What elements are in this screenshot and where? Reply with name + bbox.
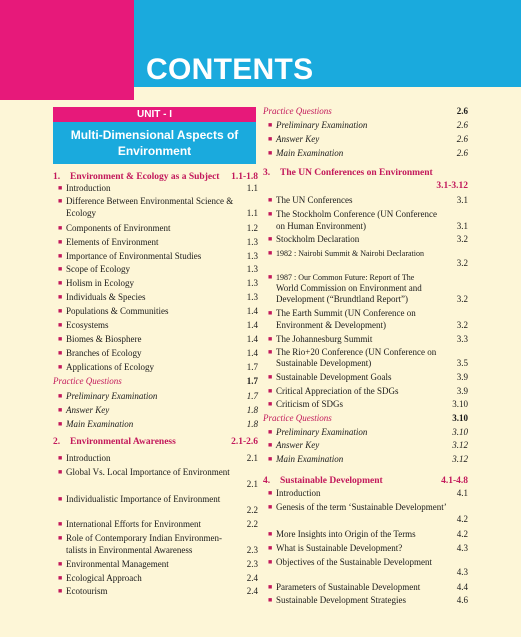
page-number: 3.9 (456, 372, 468, 382)
entry-text: The Rio+20 Conference (UN Conference on (276, 347, 437, 357)
chapter-number: 4. (263, 476, 271, 486)
toc-entry (53, 348, 258, 359)
bullet-icon: ■ (268, 503, 273, 511)
bullet-icon: ■ (268, 596, 273, 604)
bullet-icon: ■ (268, 441, 273, 449)
toc-entry (263, 134, 468, 145)
toc-entry (53, 264, 258, 275)
toc-entry (263, 209, 468, 220)
toc-entry (53, 467, 258, 478)
page-number: 3.9 (456, 386, 468, 396)
bullet-icon: ■ (58, 392, 63, 400)
bullet-icon: ■ (58, 468, 63, 476)
entry-text: talists in Environmental Awareness (66, 545, 193, 555)
page-number: 1.3 (246, 264, 258, 274)
bullet-icon: ■ (58, 454, 63, 462)
entry-text: International Efforts for Environment (66, 519, 202, 529)
bullet-icon: ■ (58, 224, 63, 232)
bullet-icon: ■ (58, 293, 63, 301)
bullet-icon: ■ (268, 387, 273, 395)
toc-entry (263, 529, 468, 540)
toc-entry (263, 372, 468, 383)
page-number: 4.3 (456, 543, 468, 553)
page-number: 2.1-2.6 (231, 437, 258, 447)
page-number: 4.1-4.8 (441, 476, 468, 486)
entry-text: Ecotourism (66, 586, 108, 596)
entry-text: Genesis of the term ‘Sustainable Development’ (276, 502, 447, 512)
entry-text: Main Examination (276, 148, 344, 158)
page-title: CONTENTS (146, 53, 314, 86)
entry-text: Answer Key (66, 405, 110, 415)
bullet-icon: ■ (58, 321, 63, 329)
bullet-icon: ■ (268, 135, 273, 143)
toc-entry (53, 419, 258, 430)
bullet-icon: ■ (268, 196, 273, 204)
toc-entry (263, 582, 468, 593)
practice-questions-label: Practice Questions (263, 106, 332, 116)
entry-text: Introduction (66, 183, 111, 193)
page-number: 2.4 (246, 586, 258, 596)
entry-text: Importance of Environmental Studies (66, 251, 202, 261)
bullet-icon: ■ (58, 363, 63, 371)
entry-text: Role of Contemporary Indian Environmen- (66, 533, 222, 543)
bullet-icon: ■ (268, 489, 273, 497)
entry-text: World Commission on Environment and (276, 283, 422, 293)
entry-text: Environmental Management (66, 559, 169, 569)
bullet-icon: ■ (268, 273, 273, 281)
entry-text: Answer Key (276, 134, 320, 144)
toc-entry (263, 120, 468, 131)
entry-text: The Johannesburg Summit (276, 334, 373, 344)
bullet-icon: ■ (58, 197, 63, 205)
unit-title-line2: Environment (117, 144, 192, 158)
entry-text: Critical Appreciation of the SDGs (276, 386, 399, 396)
bullet-icon: ■ (268, 558, 273, 566)
page-number: 3.1-3.12 (436, 181, 468, 191)
toc-entry (53, 519, 258, 530)
toc-practice-questions (263, 413, 468, 424)
page-number: 3.12 (452, 454, 468, 464)
toc-entry (53, 559, 258, 570)
toc-entry (53, 237, 258, 248)
page-number: 2.2 (246, 505, 258, 515)
page-number: 1.3 (246, 292, 258, 302)
toc-entry-continued (263, 258, 468, 269)
toc-entry-continued (53, 505, 258, 516)
toc-entry (53, 573, 258, 584)
page-number: 2.6 (456, 134, 468, 144)
bullet-icon: ■ (58, 307, 63, 315)
bullet-icon: ■ (268, 400, 273, 408)
entry-text: 1987 : Our Common Future: Report of The (276, 273, 415, 282)
toc-entry (53, 306, 258, 317)
entry-text: Ecology (66, 208, 96, 218)
entry-text: Answer Key (276, 440, 320, 450)
toc-entry (53, 251, 258, 262)
entry-text: The Stockholm Conference (UN Conference (276, 209, 437, 219)
entry-text: Scope of Ecology (66, 264, 130, 274)
unit-title-line1: Multi-Dimensional Aspects of (70, 128, 239, 142)
toc-entry (53, 453, 258, 464)
toc-entry (263, 399, 468, 410)
practice-questions-label: Practice Questions (263, 413, 332, 423)
chapter-number: 2. (53, 437, 61, 447)
page-number: 2.1 (246, 453, 258, 463)
page-number: 1.4 (246, 348, 258, 358)
unit-label: UNIT - I (53, 107, 256, 122)
entry-text: Preliminary Examination (276, 120, 368, 130)
page-number: 2.1 (246, 479, 258, 489)
header-magenta-block (0, 0, 134, 100)
entry-text: What is Sustainable Development? (276, 543, 403, 553)
toc-entry (53, 391, 258, 402)
toc-chapter-heading (263, 168, 468, 179)
page-number: 2.4 (246, 573, 258, 583)
toc-entry-continued (53, 208, 258, 219)
page-number: 3.2 (456, 234, 468, 244)
entry-text: Difference Between Environmental Science & (66, 196, 234, 206)
bullet-icon: ■ (268, 235, 273, 243)
bullet-icon: ■ (58, 184, 63, 192)
toc-chapter-heading (263, 476, 468, 487)
entry-text: Global Vs. Local Importance of Environment (66, 467, 230, 477)
page-number: 4.4 (456, 582, 468, 592)
page-number: 2.3 (246, 559, 258, 569)
entry-text: Sustainable Development) (276, 358, 372, 368)
page-number: 3.12 (452, 440, 468, 450)
page-number: 2.2 (246, 519, 258, 529)
entry-text: Parameters of Sustainable Development (276, 582, 421, 592)
toc-chapter-heading (53, 437, 258, 448)
entry-text: Biomes & Biosphere (66, 334, 142, 344)
page-number: 3.3 (456, 334, 468, 344)
entry-text: 1982 : Nairobi Summit & Nairobi Declaration (276, 249, 424, 258)
entry-text: Main Examination (276, 454, 344, 464)
toc-entry-continued (53, 479, 258, 490)
toc-chapter-heading (53, 172, 258, 183)
toc-entry (263, 148, 468, 159)
page-number: 3.1 (456, 195, 468, 205)
bullet-icon: ■ (58, 574, 63, 582)
bullet-icon: ■ (268, 121, 273, 129)
toc-entry (53, 533, 258, 544)
entry-text: Components of Environment (66, 223, 171, 233)
bullet-icon: ■ (268, 530, 273, 538)
page-number: 1.2 (246, 223, 258, 233)
toc-entry (263, 454, 468, 465)
page-number: 4.2 (456, 529, 468, 539)
entry-text: Holism in Ecology (66, 278, 134, 288)
page-number: 4.2 (456, 514, 468, 524)
bullet-icon: ■ (268, 335, 273, 343)
toc-entry-continued (263, 514, 468, 525)
toc-entry (263, 334, 468, 345)
toc-entry (53, 292, 258, 303)
chapter-title: Environmental Awareness (70, 437, 176, 447)
entry-text: Applications of Ecology (66, 362, 154, 372)
entry-text: Individuals & Species (66, 292, 146, 302)
bullet-icon: ■ (268, 210, 273, 218)
toc-entry (53, 494, 258, 505)
bullet-icon: ■ (58, 265, 63, 273)
toc-entry (53, 223, 258, 234)
toc-entry-continued (263, 358, 468, 369)
page-number: 1.8 (246, 405, 258, 415)
entry-text: Individualistic Importance of Environment (66, 494, 221, 504)
toc-entry (263, 502, 468, 513)
bullet-icon: ■ (268, 149, 273, 157)
page-number: 3.10 (452, 399, 468, 409)
toc-entry (53, 362, 258, 373)
page-number: 3.2 (456, 294, 468, 304)
entry-text: Main Examination (66, 419, 134, 429)
toc-entry-continued (263, 567, 468, 578)
toc-entry-continued (263, 294, 468, 305)
bullet-icon: ■ (58, 560, 63, 568)
toc-entry-continued (263, 221, 468, 232)
toc-entry (263, 488, 468, 499)
chapter-title: Environment & Ecology as a Subject (70, 172, 220, 182)
entry-text: More Insights into Origin of the Terms (276, 529, 416, 539)
entry-text: Environment & Development) (276, 320, 386, 330)
toc-chapter-heading (263, 181, 468, 192)
toc-entry (263, 440, 468, 451)
bullet-icon: ■ (268, 373, 273, 381)
toc-entry-continued (263, 283, 468, 294)
entry-text: Ecosystems (66, 320, 109, 330)
bullet-icon: ■ (58, 279, 63, 287)
entry-text: Elements of Environment (66, 237, 159, 247)
chapter-number: 3. (263, 168, 271, 178)
page-number: 2.6 (456, 106, 468, 116)
entry-text: Populations & Communities (66, 306, 169, 316)
bullet-icon: ■ (58, 495, 63, 503)
page-number: 4.6 (456, 595, 468, 605)
unit-title-box (53, 122, 256, 164)
page-number: 1.1 (246, 208, 258, 218)
bullet-icon: ■ (58, 534, 63, 542)
toc-entry (53, 334, 258, 345)
bullet-icon: ■ (268, 583, 273, 591)
toc-entry (53, 278, 258, 289)
page-number: 1.4 (246, 306, 258, 316)
page-number: 4.3 (456, 567, 468, 577)
page-number: 4.1 (456, 488, 468, 498)
page-number: 1.3 (246, 237, 258, 247)
bullet-icon: ■ (58, 406, 63, 414)
page-number: 1.7 (246, 391, 258, 401)
entry-text: Preliminary Examination (276, 427, 368, 437)
page-number: 1.1 (246, 183, 258, 193)
toc-entry (263, 427, 468, 438)
bullet-icon: ■ (58, 349, 63, 357)
practice-questions-label: Practice Questions (53, 376, 122, 386)
entry-text: on Human Environment) (276, 221, 366, 231)
toc-entry (53, 586, 258, 597)
page-number: 1.7 (246, 362, 258, 372)
toc-entry-continued (53, 545, 258, 556)
entry-text: The UN Conferences (276, 195, 353, 205)
bullet-icon: ■ (58, 238, 63, 246)
page-number: 1.4 (246, 334, 258, 344)
toc-entry (263, 308, 468, 319)
page-number: 3.2 (456, 320, 468, 330)
page-number: 2.6 (456, 120, 468, 130)
entry-text: The Earth Summit (UN Conference on (276, 308, 416, 318)
toc-entry (263, 386, 468, 397)
toc-entry (263, 195, 468, 206)
toc-entry (263, 272, 468, 283)
bullet-icon: ■ (58, 520, 63, 528)
page-number: 3.1 (456, 221, 468, 231)
page-number: 3.10 (452, 413, 468, 423)
toc-entry (53, 183, 258, 194)
bullet-icon: ■ (268, 309, 273, 317)
chapter-number: 1. (53, 172, 61, 182)
page-number: 2.3 (246, 545, 258, 555)
toc-entry (263, 543, 468, 554)
bullet-icon: ■ (268, 428, 273, 436)
toc-entry (53, 320, 258, 331)
toc-entry (263, 234, 468, 245)
toc-entry (53, 196, 258, 207)
toc-entry (263, 595, 468, 606)
entry-text: Branches of Ecology (66, 348, 142, 358)
entry-text: Stockholm Declaration (276, 234, 360, 244)
toc-practice-questions (263, 106, 468, 117)
entry-text: Criticism of SDGs (276, 399, 344, 409)
entry-text: Preliminary Examination (66, 391, 158, 401)
page-number: 3.5 (456, 358, 468, 368)
chapter-title: Sustainable Development (280, 476, 383, 486)
bullet-icon: ■ (268, 249, 273, 257)
entry-text: Sustainable Development Strategies (276, 595, 406, 605)
toc-practice-questions (53, 376, 258, 387)
page-number: 1.7 (246, 376, 258, 386)
bullet-icon: ■ (58, 587, 63, 595)
page-number: 1.8 (246, 419, 258, 429)
bullet-icon: ■ (58, 420, 63, 428)
chapter-title: The UN Conferences on Environment (280, 168, 433, 178)
entry-text: Ecological Approach (66, 573, 142, 583)
toc-entry (263, 347, 468, 358)
bullet-icon: ■ (268, 544, 273, 552)
bullet-icon: ■ (58, 252, 63, 260)
entry-text: Objectives of the Sustainable Development (276, 557, 432, 567)
entry-text: Development (“Brundtland Report”) (276, 294, 408, 304)
bullet-icon: ■ (58, 335, 63, 343)
toc-entry (53, 405, 258, 416)
page-number: 1.3 (246, 278, 258, 288)
page-number: 3.10 (452, 427, 468, 437)
page-number: 2.6 (456, 148, 468, 158)
toc-entry-continued (263, 320, 468, 331)
page-number: 1.4 (246, 320, 258, 330)
entry-text: Introduction (276, 488, 321, 498)
entry-text: Introduction (66, 453, 111, 463)
bullet-icon: ■ (268, 455, 273, 463)
bullet-icon: ■ (268, 348, 273, 356)
page-number: 3.2 (456, 258, 468, 268)
entry-text: Sustainable Development Goals (276, 372, 392, 382)
page-number: 1.3 (246, 251, 258, 261)
page-number: 1.1-1.8 (231, 172, 258, 182)
